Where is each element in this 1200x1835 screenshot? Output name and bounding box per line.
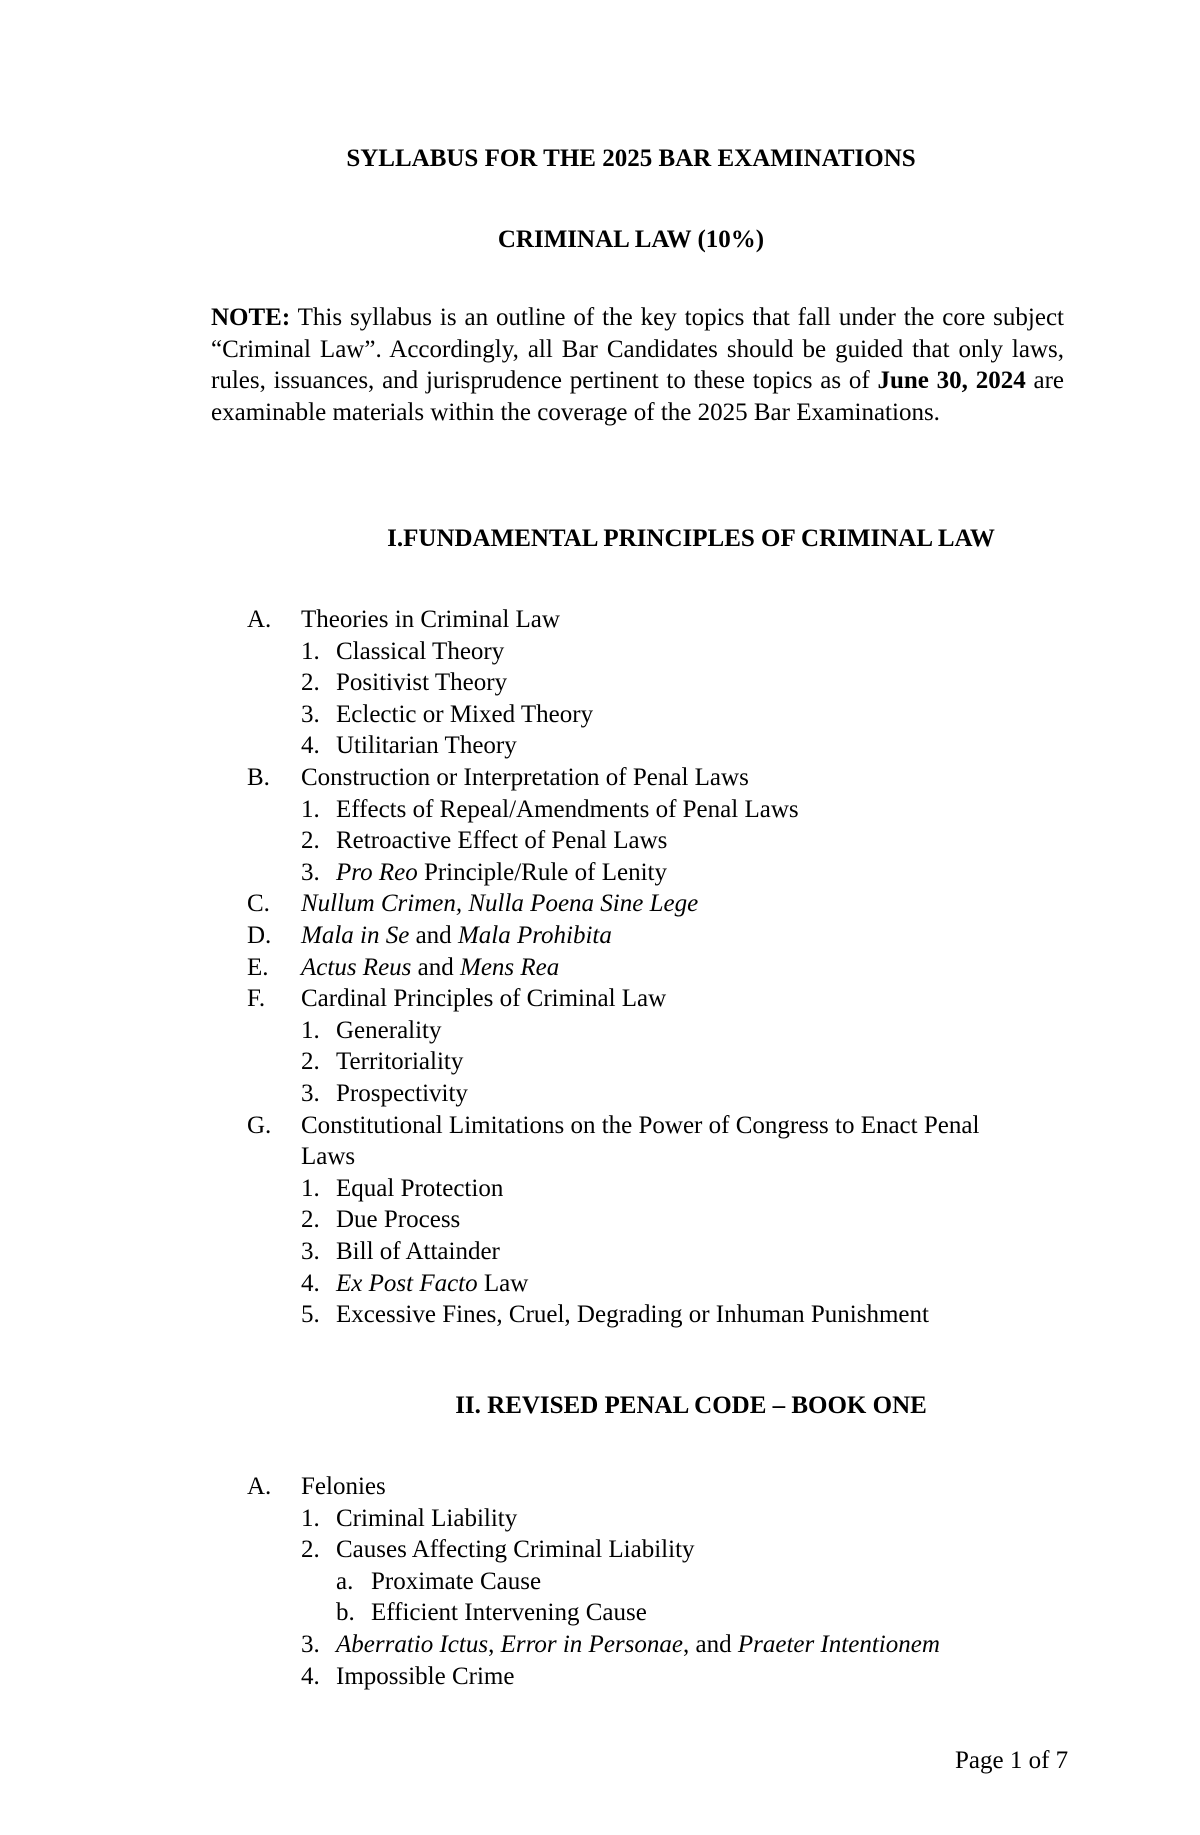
text-run: Law xyxy=(477,1269,529,1297)
subject-title: CRIMINAL LAW (10%) xyxy=(497,226,765,253)
outline-marker: 1. xyxy=(301,1174,320,1202)
italic-term: Mala Prohibita xyxy=(457,922,612,949)
outline-text xyxy=(336,1503,517,1535)
outline-marker: F. xyxy=(247,985,266,1013)
outline-marker: C. xyxy=(247,890,270,918)
outline-text xyxy=(301,983,666,1015)
outline-marker: 4. xyxy=(301,1662,320,1690)
outline-text xyxy=(336,825,667,857)
outline-marker: E. xyxy=(247,953,269,981)
italic-term: Pro Reo xyxy=(336,858,418,886)
outline-text xyxy=(336,1173,503,1205)
outline-marker: D. xyxy=(247,922,272,949)
text-run: and xyxy=(411,953,460,981)
outline-text xyxy=(336,1268,528,1300)
italic-term: Mala in Se xyxy=(301,922,410,949)
italic-term: Aberratio Ictus xyxy=(336,1631,489,1658)
outline-marker: G. xyxy=(247,1111,272,1139)
outline-marker: 3. xyxy=(301,858,320,886)
text-run: Criminal Liability xyxy=(336,1504,518,1532)
text-run: Construction or Interpretation of Penal Laws xyxy=(301,764,749,791)
outline-text xyxy=(301,604,560,636)
text-run: Positivist Theory xyxy=(336,669,508,697)
page-number: Page 1 of 7 xyxy=(955,1747,1069,1774)
text-run: Proximate Cause xyxy=(371,1567,542,1595)
note-text-end: are examinable materials within the coverage of the 2025 Bar Examinations. xyxy=(211,367,1064,426)
text-run: Principle/Rule of Lenity xyxy=(417,858,667,886)
italic-term: Mens Rea xyxy=(460,953,560,981)
note-label: NOTE: xyxy=(211,304,291,331)
outline-text xyxy=(336,699,593,731)
outline-text xyxy=(336,636,504,668)
italic-term: Actus Reus xyxy=(301,953,412,981)
outline-text xyxy=(301,1471,386,1503)
section-heading-1: I.FUNDAMENTAL PRINCIPLES OF CRIMINAL LAW xyxy=(387,525,995,552)
outline-marker: 2. xyxy=(301,1206,320,1234)
outline-text xyxy=(371,1597,647,1629)
note-paragraph xyxy=(211,302,1064,428)
outline-text xyxy=(336,1078,468,1110)
outline-text xyxy=(336,1236,500,1268)
text-run: Effects of Repeal/Amendments of Penal Laws xyxy=(336,795,799,823)
text-run: Due Process xyxy=(336,1206,461,1234)
text-run: Theories in Criminal Law xyxy=(301,606,560,633)
document-title: SYLLABUS FOR THE 2025 BAR EXAMINATIONS xyxy=(346,145,916,172)
text-run: Constitutional Limitations on the Power of Congress to Enact Penal xyxy=(301,1111,980,1139)
outline-text xyxy=(301,920,612,952)
outline-marker: 1. xyxy=(301,1504,320,1532)
text-run: Cardinal Principles of Criminal Law xyxy=(301,985,667,1013)
outline-marker: 4. xyxy=(301,732,320,760)
outline-marker: 2. xyxy=(301,1536,320,1564)
outline-marker: 3. xyxy=(301,1631,320,1658)
text-run: Classical Theory xyxy=(336,637,505,665)
outline-marker: 1. xyxy=(301,637,320,665)
outline-marker: 2. xyxy=(301,1048,320,1076)
outline-text xyxy=(336,1299,929,1331)
outline-marker: 4. xyxy=(301,1269,320,1297)
outline-text xyxy=(336,1629,940,1661)
outline-text xyxy=(336,1046,463,1078)
outline-text xyxy=(301,1141,355,1173)
outline-marker: 3. xyxy=(301,700,320,728)
italic-term: Nullum Crimen, Nulla Poena Sine Lege xyxy=(301,890,699,918)
text-run: Equal Protection xyxy=(336,1174,504,1202)
italic-term: Error in Personae xyxy=(500,1631,683,1658)
outline-marker: A. xyxy=(247,1473,272,1500)
outline-marker: a. xyxy=(336,1567,354,1595)
outline-marker: 1. xyxy=(301,1016,320,1044)
outline-text xyxy=(371,1566,541,1598)
note-text: This syllabus is an outline of the key topics that fall under the core subject “Criminal Law”. Accordingly, all Bar Candidates should be guided that only laws, rules, issuances, and jurisprudence pertinent to these topics as of xyxy=(211,304,1064,394)
outline-text xyxy=(336,1204,460,1236)
outline-marker: B. xyxy=(247,764,270,791)
outline-text xyxy=(301,952,559,984)
outline-text xyxy=(301,1110,979,1142)
text-run: Causes Affecting Criminal Liability xyxy=(336,1536,695,1564)
text-run: Excessive Fines, Cruel, Degrading or Inhuman Punishment xyxy=(336,1301,929,1329)
text-run: Prospectivity xyxy=(336,1080,468,1107)
outline-text xyxy=(336,1661,514,1693)
text-run: , and xyxy=(682,1631,738,1658)
italic-term: Ex Post Facto xyxy=(336,1269,478,1297)
outline-marker: 2. xyxy=(301,669,320,697)
outline-text xyxy=(301,888,698,920)
outline-text xyxy=(336,1534,695,1566)
text-run: Felonies xyxy=(301,1473,386,1500)
italic-term: Praeter Intentionem xyxy=(737,1631,940,1658)
outline-marker: b. xyxy=(336,1599,355,1627)
outline-marker: 3. xyxy=(301,1080,320,1107)
text-run: Impossible Crime xyxy=(336,1662,515,1690)
text-run: Retroactive Effect of Penal Laws xyxy=(336,827,668,855)
outline-text xyxy=(336,794,799,826)
outline-text xyxy=(336,1015,442,1047)
outline-marker: 3. xyxy=(301,1238,320,1265)
outline-text xyxy=(336,857,667,889)
text-run: Laws xyxy=(301,1143,356,1171)
outline-marker: 2. xyxy=(301,827,320,855)
outline-marker: 1. xyxy=(301,795,320,823)
text-run: Utilitarian Theory xyxy=(336,732,517,760)
text-run: Efficient Intervening Cause xyxy=(371,1599,647,1627)
text-run: Eclectic or Mixed Theory xyxy=(336,700,594,728)
text-run: and xyxy=(409,922,458,949)
section-heading-2: II. REVISED PENAL CODE – BOOK ONE xyxy=(455,1392,927,1419)
outline-text xyxy=(336,667,507,699)
text-run: Generality xyxy=(336,1016,442,1044)
outline-text xyxy=(301,762,749,794)
text-run: , xyxy=(488,1631,501,1658)
text-run: Bill of Attainder xyxy=(336,1238,500,1265)
outline-marker: A. xyxy=(247,606,272,633)
note-date: June 30, 2024 xyxy=(877,367,1026,394)
text-run: Territoriality xyxy=(336,1048,464,1076)
outline-text xyxy=(336,730,517,762)
outline-marker: 5. xyxy=(301,1301,320,1329)
